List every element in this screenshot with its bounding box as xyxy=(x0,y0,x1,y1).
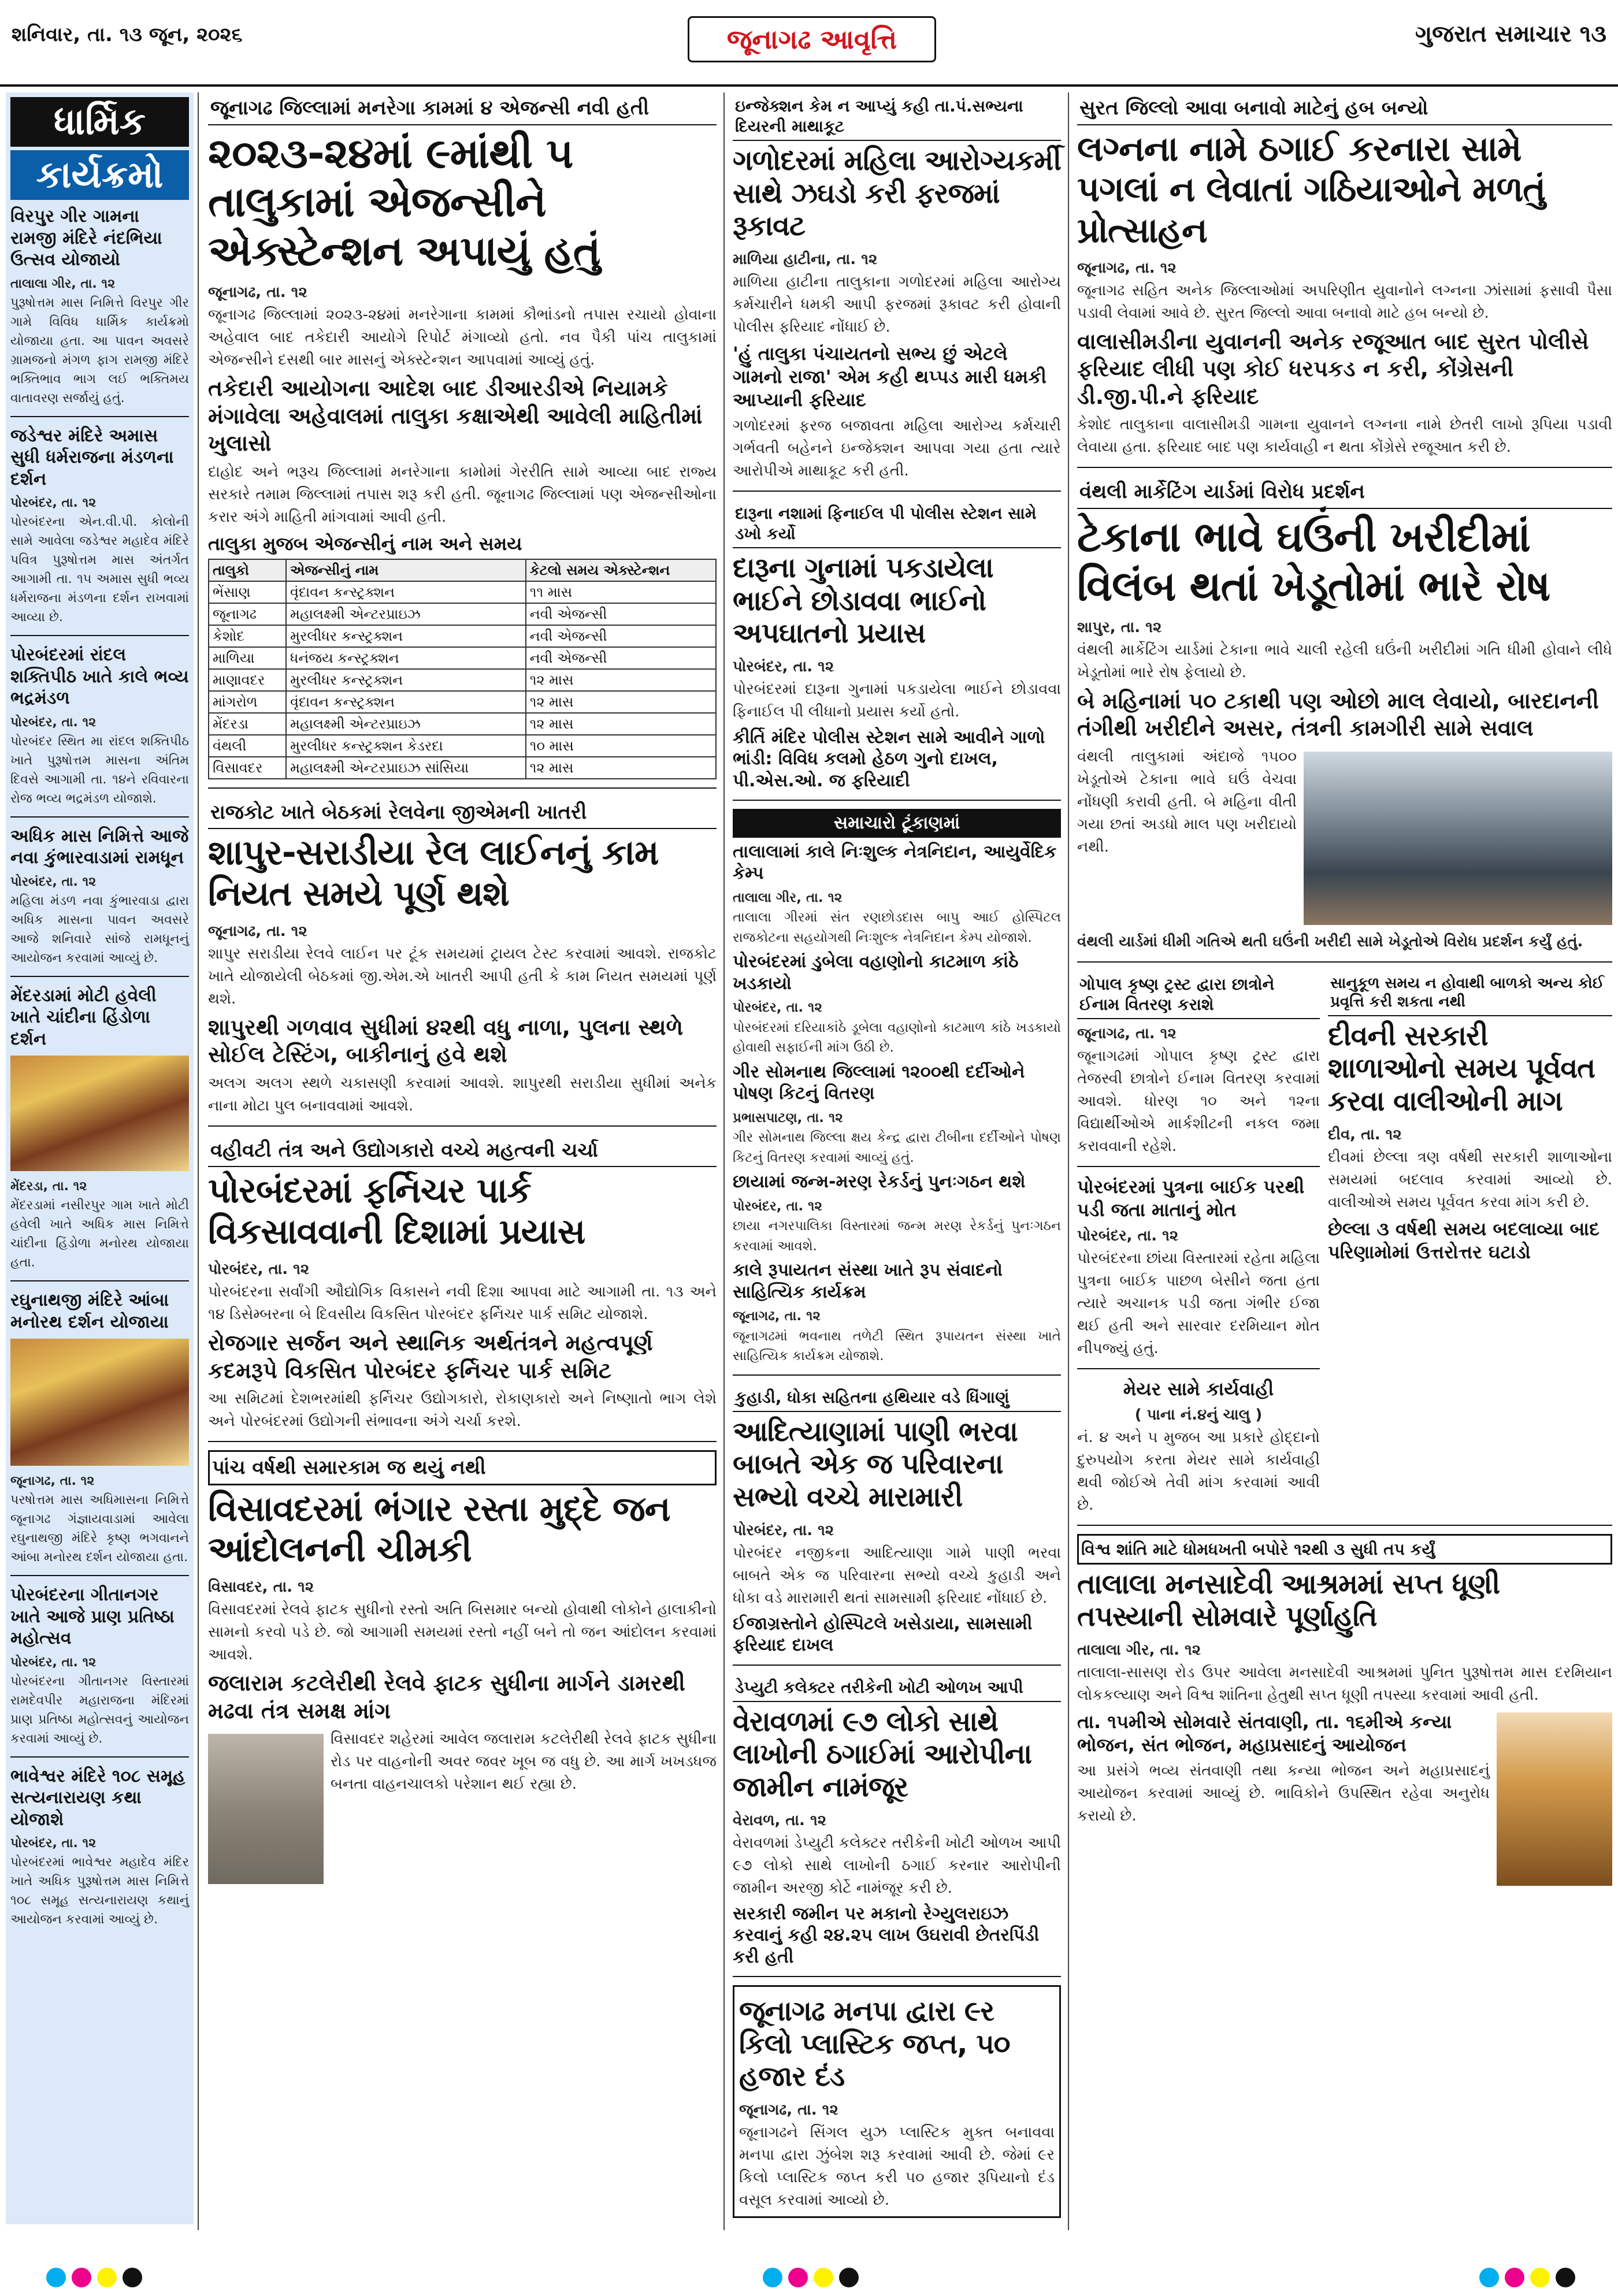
article-body: શાપુર સરાડીયા રેલવે લાઈન પર ટૂંક સમયમાં ટ્રાયલ ટેસ્ટ કરવામાં આવશે. રાજકોટ ખાતે યોજાયેલી બેઠકમાં જી.એમ.એ ખાતરી આપી હતી કે કામ નિયત સમયમાં પૂર્ણ થશે. xyxy=(208,945,717,1008)
item-text: પોરબંદર સ્થિત મા રાંદલ શક્તિપીઠ ખાતે પુરૂષોત્તમ માસના અંતિમ દિવસે આગામી તા. ૧૪ને રવિવારના રોજ ભવ્ય ભદ્રમંડળ યોજાશે. xyxy=(10,734,189,806)
article-byline: જૂનાગઢ, તા. ૧૨ xyxy=(208,284,307,302)
table-row xyxy=(209,691,716,713)
table-cell: નવી એજન્સી xyxy=(526,647,716,669)
table-cell: મેંદરડા xyxy=(209,713,286,735)
item-text: છાયા નગરપાલિકા વિસ્તારમાં જન્મ મરણ રેકર્ડનું પુનઃગઠન કરવામાં આવશે. xyxy=(733,1218,1061,1254)
religious-item xyxy=(10,425,189,627)
mgnrega-article xyxy=(208,92,717,779)
table-cell: મુરલીધર કન્સ્ટ્રક્શન xyxy=(286,669,526,691)
article-kicker: પાંચ વર્ષથી સમારકામ જ થયું નથી xyxy=(208,1450,717,1485)
registration-mark xyxy=(46,2268,66,2287)
item-text: મહિલા મંડળ નવા કુંભારવાડા દ્વારા અધિક માસના પાવન અવસરે આજે શનિવારે સાંજે રામધૂનનું આયોજન કરવામાં આવ્યું છે. xyxy=(10,893,189,965)
table-header: કેટલો સમય એક્સ્ટેન્શન xyxy=(526,559,716,581)
item-text: પોરબંદરમાં દરિયાકાંઠે ડૂબેલા વહાણોનો કાટમાળ કાંઠે ખડકાયો હોવાથી સફાઈની માંગ ઉઠી છે. xyxy=(733,1020,1061,1056)
registration-mark xyxy=(1479,2268,1499,2287)
school-article xyxy=(1328,971,1612,1264)
item-headline: ગીર સોમનાથ જિલ્લામાં ૧૨૦૦થી દર્દીઓને પોષણ કિટનું વિતરણ xyxy=(733,1061,1025,1104)
short-news-item xyxy=(733,1061,1061,1168)
article-body: આ પ્રસંગે ભવ્ય સંતવાણી તથા કન્યા ભોજન અને મહાપ્રસાદનું આયોજન કરવામાં આવ્યું છે. ભાવિકોને ઉપસ્થિત રહેવા અનુરોધ કરાયો છે. xyxy=(1077,1762,1490,1825)
article-subhead: કીર્તિ મંદિર પોલીસ સ્ટેશન સામે આવીને ગાળો ભાંડી: વિવિધ કલમો હેઠળ ગુનો દાખલ, પી.એસ.ઓ. જ ફરિયાદી xyxy=(733,727,1045,791)
table-header: એજન્સીનું નામ xyxy=(286,559,526,581)
article-byline: માળિયા હાટીના, તા. ૧૨ xyxy=(733,250,878,268)
table-cell: ભેંસાણ xyxy=(209,581,286,603)
registration-mark xyxy=(97,2268,117,2287)
article-headline: મેયર સામે કાર્યવાહી xyxy=(1123,1377,1274,1400)
saint-photo xyxy=(1497,1712,1612,1886)
article-body: વંથલી તાલુકામાં અંદાજે ૧૫૦૦ ખેડૂતોએ ટેકાના ભાવે ઘઉં વેચવા નોંધણી કરાવી હતી. બે મહિના વીતી ગયા છતાં અડધો માલ પણ ખરીદાયો નથી. xyxy=(1077,748,1297,856)
column-rule xyxy=(1068,92,1069,2230)
registration-mark xyxy=(1505,2268,1524,2287)
table-cell: વંથલી xyxy=(209,735,286,757)
veraval-article xyxy=(733,1674,1061,1968)
table-cell: મહાલક્ષ્મી એન્ટરપ્રાઇઝ xyxy=(286,603,526,625)
article-subhead: જલારામ કટલેરીથી રેલવે ફાટક સુધીના માર્ગને ડામરથી મઢવા તંત્ર સમક્ષ માંગ xyxy=(208,1670,685,1723)
religious-item xyxy=(10,1290,189,1567)
table-cell: ૧૨ માસ xyxy=(526,669,716,691)
article-kicker: ગોપાલ કૃષ્ણ ટ્રસ્ટ દ્વારા છાત્રોને ઈનામ વિતરણ કરાશે xyxy=(1077,971,1320,1019)
table-cell: મુરલીધર કન્સ્ટ્રક્શન કેડરદા xyxy=(286,735,526,757)
item-text: તાલાલા ગીરમાં સંત રણછોડદાસ બાપુ આઈ હોસ્પિટલ રાજકોટના સહયોગથી નિઃશુલ્ક નેત્રનિદાન કેમ્પ યોજાશે. xyxy=(733,910,1061,945)
registration-mark xyxy=(1556,2268,1575,2287)
religious-title-box xyxy=(10,97,189,200)
item-headline: પોરબંદરમાં રાંદલ શક્તિપીઠ ખાતે કાલે ભવ્ય ભદ્રમંડળ xyxy=(10,645,189,708)
article-kicker: ડેપ્યુટી કલેક્ટર તરીકેની ખોટી ઓળખ આપી xyxy=(733,1674,1061,1702)
table-row xyxy=(209,713,716,735)
table-cell: કેશોદ xyxy=(209,625,286,647)
article-headline: દીવની સરકારી શાળાઓનો સમય પૂર્વવત કરવા વાલીઓની માગ xyxy=(1328,1019,1595,1118)
religious-title-2: કાર્યક્રમો xyxy=(10,150,189,200)
item-byline: પોરબંદર, તા. ૧૨ xyxy=(733,1198,822,1214)
article-body: આ સમિટમાં દેશભરમાંથી ફર્નિચર ઉદ્યોગકારો, રોકાણકારો અને નિષ્ણાતો ભાગ લેશે અને પોરબંદરમાં ઉદ્યોગની સંભાવના અંગે ચર્ચા કરશે. xyxy=(208,1390,717,1431)
article-byline: પોરબંદર, તા. ૧૨ xyxy=(208,1261,310,1279)
religious-item xyxy=(10,1766,189,1930)
item-text: ગીર સોમનાથ જિલ્લા ક્ષય કેન્દ્ર દ્વારા ટીબીના દર્દીઓને પોષણ કિટનું વિતરણ કરવામાં આવ્યું હતું. xyxy=(733,1130,1061,1165)
table-title: તાલુકા મુજબ એજન્સીનું નામ અને સમય xyxy=(208,532,522,555)
article-byline: શાપુર, તા. ૧૨ xyxy=(1077,618,1162,636)
item-text: જૂનાગઢમાં ભવનાથ તળેટી સ્થિત રૂપાયતન સંસ્થા ખાતે સાહિત્યિક કાર્યક્રમ યોજાશે. xyxy=(733,1328,1061,1364)
article-body: જૂનાગઢ જિલ્લામાં ૨૦૨૩-૨૪માં મનરેગાના કામમાં કૌભાંડનો તપાસ રચાયો હોવાના અહેવાલ બાદ તકેદારી આયોગે રિપોર્ટ મંગાવ્યો હતો. નવ પૈકી પાંચ તાલુકામાં એજન્સીને દસથી બાર માસનું એક્સ્ટેન્શન આપવામાં આવ્યું હતું. xyxy=(208,306,717,369)
article-body: માળિયા હાટીના તાલુકાના ગળોદરમાં મહિલા આરોગ્ય કર્મચારીને ધમકી આપી ફરજમાં રૂકાવટ કરી હોવાની પોલીસ ફરિયાદ નોંધાઈ છે. xyxy=(733,273,1061,336)
bike-article xyxy=(1077,1175,1320,1360)
article-body: પોરબંદરના છાંયા વિસ્તારમાં રહેતા મહિલા પુત્રના બાઈક પાછળ બેસીને જતા હતા ત્યારે અચાનક પડી જતા ગંભીર ઈજા થઈ હતી અને સારવાર દરમિયાન મોત નીપજ્યું હતું. xyxy=(1077,1249,1320,1357)
article-body: દાહોદ અને ભરૂચ જિલ્લામાં મનરેગાના કામોમાં ગેરરીતિ સામે આવ્યા બાદ રાજ્ય સરકારે તમામ જિલ્લામાં તપાસ શરૂ કરી હતી. જૂનાગઢ જિલ્લામાં પણ એજન્સીઓના કરાર અંગે માહિતી માંગવામાં આવી હતી. xyxy=(208,463,717,526)
table-cell: મહાલક્ષ્મી એન્ટરપ્રાઇઝ સાંસિયા xyxy=(286,757,526,779)
page-header xyxy=(0,0,1618,87)
mayor-article xyxy=(1077,1377,1320,1517)
item-byline: તાલાલા ગીર, તા. ૧૨ xyxy=(10,276,116,291)
health-article xyxy=(733,92,1061,482)
edition-title: જૂનાગઢ આવૃત્તિ xyxy=(688,16,936,62)
short-news-item xyxy=(733,1171,1061,1256)
article-kicker: સુરત જિલ્લો આવા બનાવો માટેનું હબ બન્યો xyxy=(1077,92,1612,125)
article-byline: જૂનાગઢ, તા. ૧૨ xyxy=(1077,259,1177,277)
item-headline: ભાવેશ્વર મંદિરે ૧૦૮ સમૂહ સત્યનારાયણ કથા યોજાશે xyxy=(10,1766,185,1830)
item-byline: પોરબંદર, તા. ૧૨ xyxy=(10,1836,97,1851)
photo-caption: વંથલી યાર્ડમાં ધીમી ગતિએ થતી ઘઉંની ખરીદી સામે ખેડૂતોએ વિરોધ પ્રદર્શન કર્યું હતું. xyxy=(1077,932,1583,950)
item-text: મેંદરડામાં નસીરપુર ગામ ખાતે મોટી હવેલી ખાતે અધિક માસ નિમિત્તે ચાંદીના હિંડોળા મનોરથ યોજાયા હતા. xyxy=(10,1198,189,1270)
article-headline: શાપુર-સરાડીયા રેલ લાઈનનું કામ નિયત સમયે પૂર્ણ થશે xyxy=(208,833,659,915)
article-body: ગળોદરમાં ફરજ બજાવતા મહિલા આરોગ્ય કર્મચારી ગર્ભવતી બહેનને ઇન્જેક્શન આપવા ગયા હતા ત્યારે આરોપીએ માથાકૂટ કરી હતી. xyxy=(733,417,1061,480)
talala-article xyxy=(1077,1534,1612,1892)
item-headline: મેંદરડામાં મોટી હવેલી ખાતે ચાંદીના હિંડોળા દર્શન xyxy=(10,985,157,1049)
registration-mark xyxy=(123,2268,142,2287)
article-kicker: કુહાડી, ધોકા સહિતના હથિયાર વડે ધિંગાણું xyxy=(733,1384,1061,1412)
continued-note: ( પાના નં.૪નું ચાલુ ) xyxy=(1134,1406,1263,1424)
table-row xyxy=(209,581,716,603)
paper-page-number: ગુજરાત સમાચાર ૧૩ xyxy=(1415,21,1606,47)
article-byline: પોરબંદર, તા. ૧૨ xyxy=(733,657,834,675)
agency-table xyxy=(208,559,717,779)
plastic-article xyxy=(733,1985,1061,2218)
table-row xyxy=(209,757,716,779)
article-body: વિસાવદર શહેરમાં આવેલ જલારામ કટલેરીથી રેલવે ફાટક સુધીના રોડ પર વાહનોની અવર જવર ખૂબ જ વધુ છે. આ માર્ગ ખખડધજ બનતા વાહનચાલકો પરેશાન થઈ રહ્યા છે. xyxy=(331,1730,717,1793)
table-cell: વિસાવદર xyxy=(209,757,286,779)
item-headline: રઘુનાથજી મંદિરે આંબા મનોરથ દર્શન યોજાયા xyxy=(10,1290,169,1332)
table-cell: ૧૧ માસ xyxy=(526,581,716,603)
item-byline: મેંદરડા, તા. ૧૨ xyxy=(10,1179,87,1194)
furniture-article xyxy=(208,1135,717,1433)
haveli-photo xyxy=(10,1056,189,1171)
article-subhead: વાલાસીમડીના યુવાનની અનેક રજૂઆત બાદ સુરત પોલીસે ફરિયાદ લીધી પણ કોઈ ધરપકડ ન કરી, કોંગ્રેસની ડી.જી.પી.ને ફરિયાદ xyxy=(1077,328,1589,409)
rail-article xyxy=(208,797,717,1117)
column-3 xyxy=(733,92,1061,2223)
table-cell: માંગરોળ xyxy=(209,691,286,713)
article-byline: પોરબંદર, તા. ૧૨ xyxy=(733,1521,834,1539)
table-cell: મુરલીધર કન્સ્ટ્રક્શન xyxy=(286,625,526,647)
item-byline: તાલાલા ગીર, તા. ૧૨ xyxy=(733,890,843,905)
column-4 xyxy=(1077,92,1612,1892)
item-headline: પોરબંદરમાં ડુબેલા વહાણોનો કાટમાળ કાંઠે ખડકાયો xyxy=(733,952,1019,994)
table-cell: મહાલક્ષ્મી એન્ટરપ્રાઇઝ xyxy=(286,713,526,735)
table-cell: વૃંદાવન કન્સ્ટ્રક્શન xyxy=(286,691,526,713)
article-subhead: છેલ્લા ૩ વર્ષથી સમય બદલાવ્યા બાદ પરિણામોમાં ઉત્તરોત્તર ઘટાડો xyxy=(1328,1217,1600,1263)
item-byline: પોરબંદર, તા. ૧૨ xyxy=(733,1000,822,1016)
item-text: પરષોત્તમ માસ અધિમાસના નિમિત્તે જૂનાગઢ ગંજ્ઞાયવાડામાં આવેલા રઘુનાથજી મંદિરે કૃષ્ણ ભગવાનને આંબા મનોરથ દર્શન યોજાયા હતા. xyxy=(10,1493,189,1565)
registration-mark xyxy=(814,2268,833,2287)
article-byline: વેરાવળ, તા. ૧૨ xyxy=(733,1811,826,1829)
religious-item xyxy=(10,1584,189,1748)
column-rule xyxy=(723,92,725,2230)
article-headline: પોરબંદરમાં પુત્રના બાઈક પરથી પડી જતા માતાનું મોત xyxy=(1077,1175,1305,1221)
article-body: વેરાવળમાં ડેપ્યુટી કલેક્ટર તરીકેની ખોટી ઓળખ આપી ૯૭ લોકો સાથે લાખોની ઠગાઈ કરનાર આરોપીની જામીન અરજી કોર્ટે નામંજૂર કરી છે. xyxy=(733,1834,1061,1897)
article-headline: ગળોદરમાં મહિલા આરોગ્યકર્મી સાથે ઝઘડો કરી ફરજમાં રૂકાવટ xyxy=(733,144,1061,243)
short-news-item xyxy=(733,841,1061,948)
adityana-article xyxy=(733,1384,1061,1656)
item-byline: પોરબંદર, તા. ૧૨ xyxy=(10,874,97,889)
issue-date: શનિવાર, તા. ૧૩ જૂન, ૨૦૨૬ xyxy=(12,23,243,46)
article-headline: આદિત્યાણામાં પાણી ભરવા બાબતે એક જ પરિવારના સભ્યો વચ્ચે મારામારી xyxy=(733,1415,1018,1513)
mango-manorath-photo xyxy=(10,1339,189,1466)
article-kicker: દારૂના નશામાં ફિનાઈલ પી પોલીસ સ્ટેશન સામે ડખો કર્યો xyxy=(733,500,1061,548)
item-byline: જૂનાગઢ, તા. ૧૨ xyxy=(10,1474,95,1488)
item-byline: પોરબંદર, તા. ૧૨ xyxy=(10,496,97,510)
item-headline: જડેશ્વર મંદિરે અમાસ સુધી ધર્મરાજના મંડળના દર્શન xyxy=(10,425,174,489)
article-kicker: વહીવટી તંત્ર અને ઉદ્યોગકારો વચ્ચે મહત્વની ચર્ચા xyxy=(208,1135,717,1168)
religious-item xyxy=(10,826,189,968)
article-subhead: બે મહિનામાં ૫૦ ટકાથી પણ ઓછો માલ લેવાયો, બારદાનની તંગીથી ખરીદીને અસર, તંત્રની કામગીરી સામે સવાલ xyxy=(1077,688,1599,741)
item-text: પોરબંદરમાં ભાવેશ્વર મહાદેવ મંદિર ખાતે અધિક પુરૂષોત્તમ માસ નિમિત્તે ૧૦૮ સમૂહ સત્યનારાયણ કથાનું આયોજન કરવામાં આવ્યું છે. xyxy=(10,1855,189,1927)
religious-item xyxy=(10,985,189,1273)
item-headline: છાયામાં જન્મ-મરણ રેકર્ડનું પુનઃગઠન થશે xyxy=(733,1172,1026,1192)
article-headline: ૨૦૨૩-૨૪માં ૯માંથી ૫ તાલુકામાં એજન્સીને એક્સ્ટેન્શન અપાયું હતું xyxy=(208,128,600,276)
table-cell: નવી એજન્સી xyxy=(526,625,716,647)
article-headline: દારૂના ગુનામાં પકડાયેલા ભાઈને છોડાવવા ભાઈનો અપઘાતનો પ્રયાસ xyxy=(733,551,993,650)
article-headline: ટેકાના ભાવે ઘઉંની ખરીદીમાં વિલંબ થતાં ખેડૂતોમાં ભારે રોષ xyxy=(1077,512,1550,610)
short-news-label: સમાચારો ટૂંકાણમાં xyxy=(733,809,1061,838)
article-body: દીવમાં છેલ્લા ત્રણ વર્ષથી સરકારી શાળાઓના સમયમાં બદલાવ કરવામાં આવ્યો છે. વાલીઓએ સમય પૂર્વવત કરવા માંગ કરી છે. xyxy=(1328,1148,1612,1211)
article-body: જૂનાગઢને સિંગલ યુઝ પ્લાસ્ટિક મુક્ત બનાવવા મનપા દ્વારા ઝુંબેશ શરૂ કરવામાં આવી છે. જેમાં ૯ર કિલો પ્લાસ્ટિક જપ્ત કરી ૫૦ હજાર રૂપિયાનો દંડ વસૂલ કરવામાં આવ્યો છે. xyxy=(739,2123,1055,2209)
table-row xyxy=(209,669,716,691)
article-headline: જૂનાગઢ મનપા દ્વારા ૯ર કિલો પ્લાસ્ટિક જપ્ત, ૫૦ હજાર દંડ xyxy=(739,1995,1010,2093)
article-body: જૂનાગઢમાં ગોપાલ કૃષ્ણ ટ્રસ્ટ દ્વારા તેજસ્વી છાત્રોને ઈનામ વિતરણ કરવામાં આવશે. ધોરણ ૧૦ અને ૧૨ના વિદ્યાર્થીઓએ માર્કશીટની નકલ જમા કરાવવાની રહેશે. xyxy=(1077,1047,1320,1155)
marriage-article xyxy=(1077,92,1612,459)
article-headline: વિસાવદરમાં ભંગાર રસ્તા મુદ્દે જન આંદોલનની ચીમકી xyxy=(208,1488,670,1570)
short-news-section xyxy=(733,809,1061,1366)
article-body: જૂનાગઢ સહિત અનેક જિલ્લાઓમાં અપરિણીત યુવાનોને લગ્નના ઝાંસામાં ફસાવી પૈસા પડાવી લેવામાં આવે છે. સુરત જિલ્લો આવા બનાવો માટે હબ બન્યો છે. xyxy=(1077,281,1612,322)
gopal-article xyxy=(1077,971,1320,1158)
article-byline: જૂનાગઢ, તા. ૧૨ xyxy=(208,922,307,940)
item-byline: પ્રભાસપાટણ, તા. ૧૨ xyxy=(733,1110,843,1125)
article-body: અલગ અલગ સ્થળે ચકાસણી કરવામાં આવશે. શાપુરથી સરાડીયા સુધીમાં અનેક નાના મોટા પુલ બનાવવામાં આવશે. xyxy=(208,1074,717,1114)
article-kicker: રાજકોટ ખાતે બેઠકમાં રેલવેના જીએમની ખાતરી xyxy=(208,797,717,830)
liquor-article xyxy=(733,500,1061,792)
article-byline: દીવ, તા. ૧૨ xyxy=(1328,1125,1402,1143)
table-cell: માણાવદર xyxy=(209,669,286,691)
table-row xyxy=(209,625,716,647)
short-news-item xyxy=(733,1260,1061,1366)
article-kicker: વિશ્વ શાંતિ માટે ધોમધખતી બપોરે ૧૨થી ૩ સુધી તપ કર્યું xyxy=(1077,1534,1612,1565)
registration-mark xyxy=(72,2268,91,2287)
article-byline: પોરબંદર, તા. ૧૨ xyxy=(1077,1227,1179,1244)
table-cell: માળિયા xyxy=(209,647,286,669)
article-subhead: 'હું તાલુકા પંચાયતનો સભ્ય છું એટલે ગામનો રાજા' એમ કહી થપ્પડ મારી ધમકી આપ્યાની ફરિયાદ xyxy=(733,342,1046,411)
column-2 xyxy=(208,92,717,1890)
table-header: તાલુકો xyxy=(209,559,286,581)
damaged-road-photo xyxy=(208,1734,324,1884)
table-cell: ૧૨ માસ xyxy=(526,713,716,735)
item-byline: પોરબંદર, તા. ૧૨ xyxy=(10,1655,97,1670)
item-headline: અધિક માસ નિમિત્તે આજે નવા કુંભારવાડામાં રામધૂન xyxy=(10,826,189,868)
article-kicker: સાનુકૂળ સમય ન હોવાથી બાળકો અન્ય કોઈ પ્રવૃત્તિ કરી શકતા નથી xyxy=(1328,971,1612,1016)
table-cell: ૧૨ માસ xyxy=(526,691,716,713)
religious-item xyxy=(10,644,189,808)
item-headline: કાલે રૂપાયતન સંસ્થા ખાતે રૂપ સંવાદનો સાહિત્યિક કાર્યક્રમ xyxy=(733,1260,1003,1302)
table-cell: નવી એજન્સી xyxy=(526,603,716,625)
article-body: પોરબંદર નજીકના આદિત્યાણા ગામે પાણી ભરવા બાબતે એક જ પરિવારના સભ્યો વચ્ચે કુહાડી અને ધોકા વડે મારામારી થતાં સામસામી ફરિયાદ નોંધાઈ છે. xyxy=(733,1544,1061,1607)
table-row xyxy=(209,647,716,669)
article-body: તાલાલા-સાસણ રોડ ઉપર આવેલા મનસાદેવી આશ્રમમાં પુનિત પુરૂષોત્તમ માસ દરમિયાન લોકકલ્યાણ અને વિશ્વ શાંતિના હેતુથી સપ્ત ધૂણી તપસ્યા કરવામાં આવી હતી. xyxy=(1077,1664,1612,1704)
article-kicker: જૂનાગઢ જિલ્લામાં મનરેગા કામમાં ૪ એજન્સી નવી હતી xyxy=(208,92,717,125)
registration-mark xyxy=(839,2268,859,2287)
registration-mark xyxy=(1530,2268,1550,2287)
table-row xyxy=(209,603,716,625)
short-news-item xyxy=(733,951,1061,1058)
article-subhead: સરકારી જમીન પર મકાનો રેગ્યુલરાઇઝ કરવાનું કહી ૨૪.૨૫ લાખ ઉઘરાવી છેતરપિંડી કરી હતી xyxy=(733,1903,1040,1967)
article-byline: તાલાલા ગીર, તા. ૧૨ xyxy=(1077,1641,1201,1659)
article-body: પોરબંદરમાં દારૂના ગુનામાં પકડાયેલા ભાઈને છોડાવવા ફિનાઈલ પી લીધાનો પ્રયાસ કર્યો હતો. xyxy=(733,680,1061,720)
table-cell: ધનંજય કન્સ્ટ્રક્શન xyxy=(286,647,526,669)
article-headline: લગ્નના નામે ઠગાઈ કરનારા સામે પગલાં ન લેવાતાં ગઠિયાઓને મળતું પ્રોત્સાહન xyxy=(1077,128,1546,251)
article-kicker: ઇન્જેક્શન કેમ ન આપ્યું કહી તા.પં.સભ્યના દિયરની માથાકૂટ xyxy=(733,92,1061,141)
article-subhead: રોજગાર સર્જન અને સ્થાનિક અર્થતંત્રને મહત્વપૂર્ણ કદમરૂપે વિકસિત પોરબંદર ફર્નિચર પાર્ક સમિટ xyxy=(208,1330,653,1383)
article-byline: જૂનાગઢ, તા. ૧૨ xyxy=(739,2101,838,2119)
farmers-protest-photo xyxy=(1304,752,1612,925)
article-subhead: તકેદારી આયોગના આદેશ બાદ ડીઆરડીએ નિયામકે મંગાવેલા અહેવાલમાં તાલુકા કક્ષાએથી આવેલી માહિતીમાં ખુલાસો xyxy=(208,376,703,456)
article-kicker: વંથલી માર્કેટિંગ યાર્ડમાં વિરોધ પ્રદર્શન xyxy=(1077,476,1612,509)
column-rule xyxy=(198,92,199,2230)
article-subhead: ઈજાગ્રસ્તોને હોસ્પિટલે ખસેડાયા, સામસામી ફરિયાદ દાખલ xyxy=(733,1613,1033,1656)
item-headline: તાલાલામાં કાલે નિઃશુલ્ક નેત્રનિદાન, આયુર્વેદિક કેમ્પ xyxy=(733,841,1057,884)
item-text: પોરબંદરના ગીતાનગર વિસ્તારમાં રામદેવપીર મહારાજના મંદિરમાં પ્રાણ પ્રતિષ્ઠા મહોત્સવનું આયોજન કરવામાં આવ્યું છે. xyxy=(10,1674,189,1746)
article-body: નં. ૪ અને ૫ મુજબ આ પ્રકારે હોદ્દાનો દુરુપયોગ કરતા મેયર સામે કાર્યવાહી થવી જોઈએ તેવી માંગ કરવામાં આવી છે. xyxy=(1077,1428,1320,1514)
vanthali-article xyxy=(1077,476,1612,953)
article-body: વંથલી માર્કેટિંગ યાર્ડમાં ટેકાના ભાવે ચાલી રહેલી ઘઉંની ખરીદીમાં ગતિ ધીમી હોવાને લીધે ખેડૂતોમાં ભારે રોષ ફેલાયો છે. xyxy=(1077,641,1612,681)
article-byline: વિસાવદર, તા. ૧૨ xyxy=(208,1578,314,1596)
table-cell: જૂનાગઢ xyxy=(209,603,286,625)
item-byline: પોરબંદર, તા. ૧૨ xyxy=(10,715,97,730)
item-headline: પોરબંદરના ગીતાનગર ખાતે આજે પ્રાણ પ્રતિષ્ઠા મહોત્સવ xyxy=(10,1585,175,1648)
article-headline: તાલાલા મનસાદેવી આશ્રમમાં સપ્ત ધૂણી તપસ્યાની સોમવારે પૂર્ણાહુતિ xyxy=(1077,1567,1500,1633)
table-cell: વૃંદાવન કન્સ્ટ્રક્શન xyxy=(286,581,526,603)
article-subhead: તા. ૧૫મીએ સોમવારે સંતવાણી, તા. ૧૬મીએ કન્યા ભોજન, સંત ભોજન, મહાપ્રસાદનું આયોજન xyxy=(1077,1711,1452,1756)
table-row xyxy=(209,735,716,757)
article-body: વિસાવદરમાં રેલવે ફાટક સુધીનો રસ્તો અતિ બિસમાર બન્યો હોવાથી લોકોને હાલાકીનો સામનો કરવો પડે છે. જો આગામી સમયમાં રસ્તો નહીં બને તો જન આંદોલન કરવામાં આવશે. xyxy=(208,1601,717,1664)
item-byline: જૂનાગઢ, તા. ૧૨ xyxy=(733,1309,821,1324)
item-text: પોરબંદરના એન.વી.પી. કોલોની સામે આવેલા જડેશ્વર મહાદેવ મંદિરે પવિત્ર પુરૂષોત્તમ માસ અંતર્ગત આગામી તા. ૧૫ અમાસ સુધી ભવ્ય ધર્મરાજના મંડળના દર્શન રાખવામાં આવ્યા છે. xyxy=(10,515,189,625)
registration-mark xyxy=(788,2268,808,2287)
article-headline: વેરાવળમાં ૯૭ લોકો સાથે લાખોની ઠગાઈમાં આરોપીના જામીન નામંજૂર xyxy=(733,1705,1032,1803)
religious-programs-column xyxy=(6,92,194,2224)
table-cell: ૧૨ માસ xyxy=(526,757,716,779)
item-headline: વિરપુર ગીર ગામના રામજી મંદિરે નંદભિયા ઉત્સવ યોજાયો xyxy=(10,206,162,270)
visavadar-article xyxy=(208,1450,717,1890)
article-byline: જૂનાગઢ, તા. ૧૨ xyxy=(1077,1024,1177,1042)
religious-title-1: ધાર્મિક xyxy=(10,97,189,147)
item-text: પુરૂષોત્તમ માસ નિમિત્તે વિરપુર ગીર ગામે વિવિધ ધાર્મિક કાર્યક્રમો યોજાયા હતા. આ પાવન અવસરે ગ્રામજનો મંગળ ફાગ રામજી મંદિરે ભક્તિભાવ ભાગ લઈ ભક્તિમય વાતાવરણ સર્જાયું હતું. xyxy=(10,295,189,406)
religious-item xyxy=(10,206,189,408)
registration-mark xyxy=(763,2268,782,2287)
table-cell: ૧૦ માસ xyxy=(526,735,716,757)
article-body: પોરબંદરના સર્વાંગી ઔદ્યોગિક વિકાસને નવી દિશા આપવા માટે આગામી તા. ૧૩ અને ૧૪ ડિસેમ્બરના બે દિવસીય વિકસિત પોરબંદર ફર્નિચર પાર્ક સમિટ યોજાશે. xyxy=(208,1283,717,1324)
article-headline: પોરબંદરમાં ફર્નિચર પાર્ક વિકસાવવાની દિશામાં પ્રયાસ xyxy=(208,1171,585,1253)
article-subhead: શાપુરથી ગળવાવ સુધીમાં ૪૨થી વધુ નાળા, પુલના સ્થળે સોઈલ ટેસ્ટિંગ, બાકીનાનું હવે થશે xyxy=(208,1014,684,1068)
article-body: કેશોદ તાલુકાના વાલાસીમડી ગામના યુવાનને લગ્નના નામે છેતરી લાખો રૂપિયા પડાવી લેવાયા હતા. ફરિયાદ બાદ પણ કાર્યવાહી ન થતા કોંગ્રેસે રજૂઆત કરી છે. xyxy=(1077,416,1612,456)
